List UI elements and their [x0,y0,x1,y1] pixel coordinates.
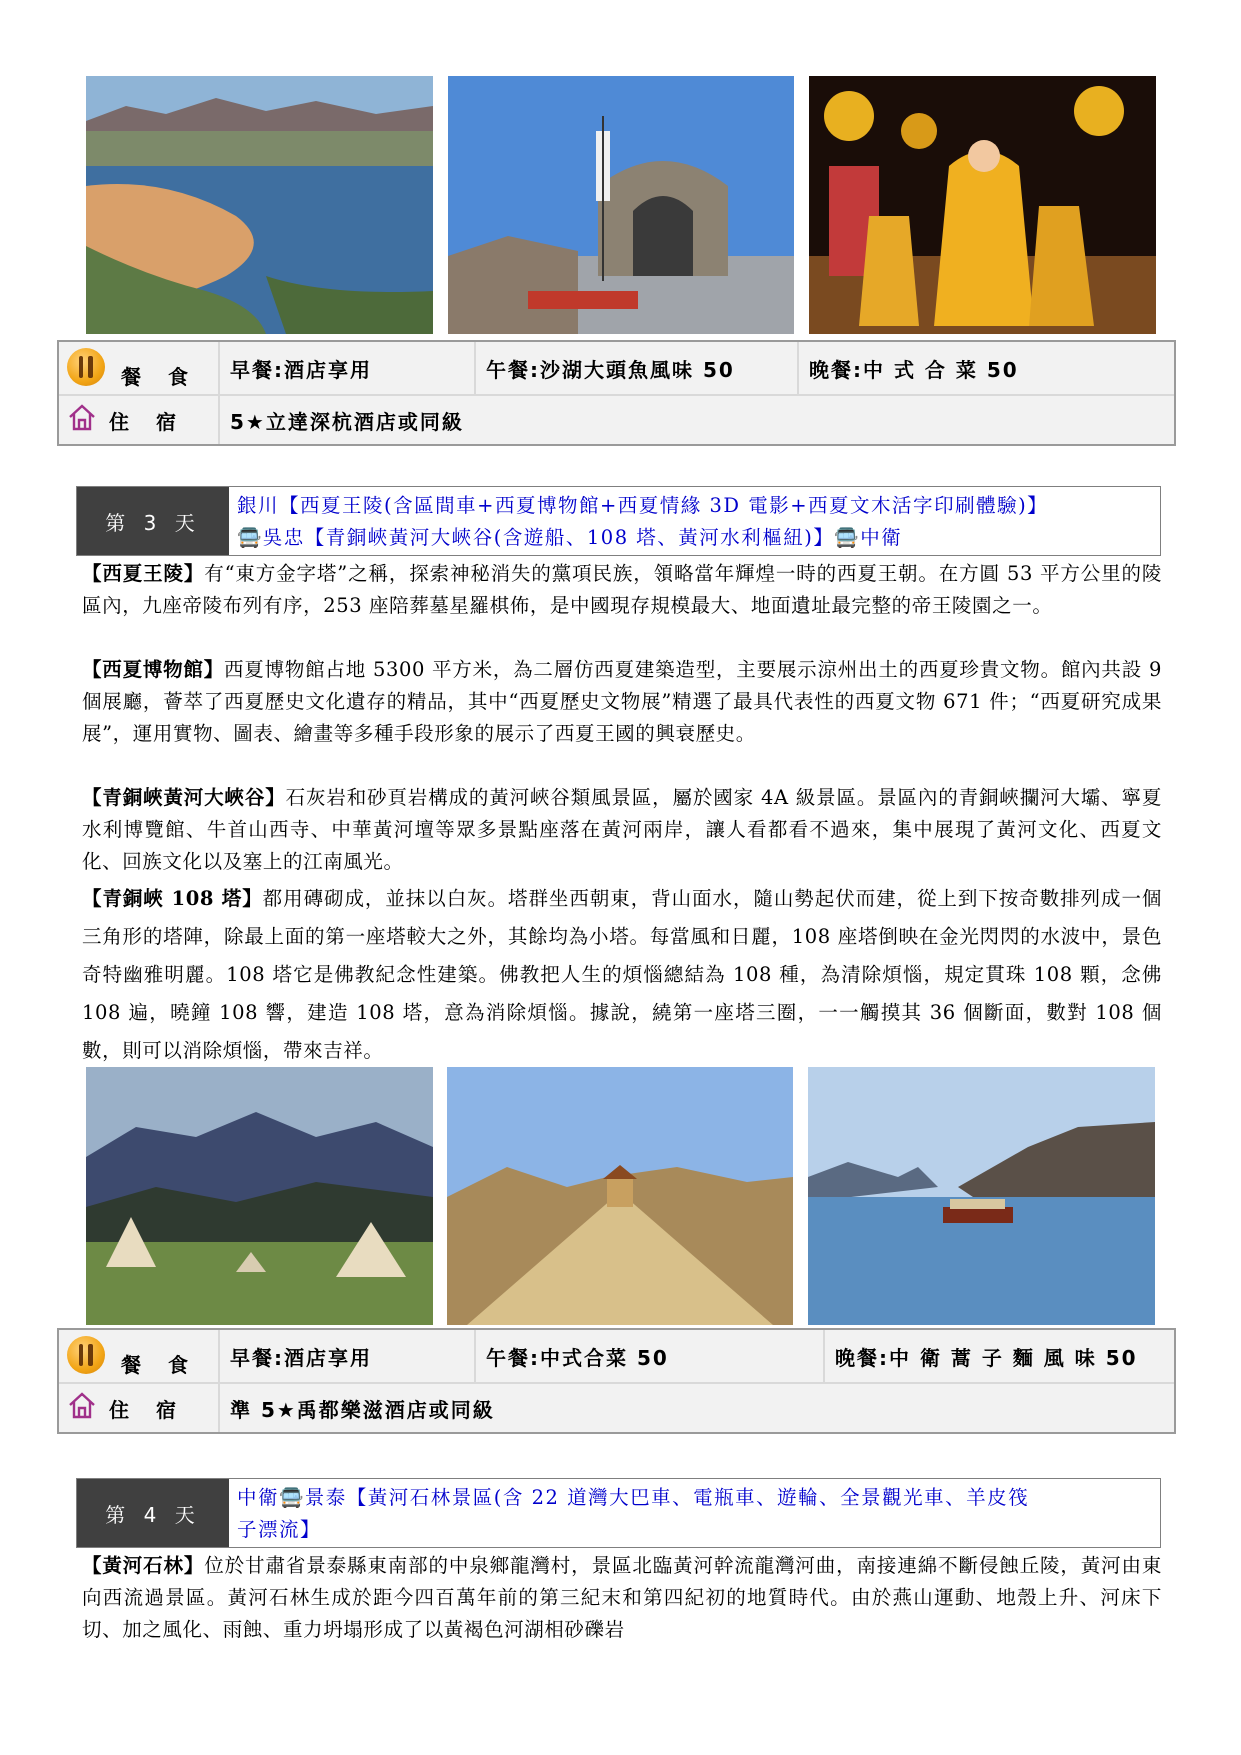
meal-label: 餐 食 [121,364,198,389]
paragraph-qingtongxia-canyon [82,782,1162,878]
meal-label-cell [59,342,218,394]
home-icon [67,402,97,432]
day-3-title [229,487,1160,555]
meal-row [59,1330,1174,1382]
paragraph-body: 西夏博物館占地 5300 平方米，為二層仿西夏建築造型，主要展示涼州出土的西夏珍貴文物。館內共設 9 個展廳，薈萃了西夏歷史文化遺存的精品，其中“西夏歷史文物展”精選了最具代表性的西夏文物 671 件；“西夏研究成果展”，運用實物、圖表、繪畫等多種手段形象的展示了西夏王國的興衰歷史。 [82,658,1162,745]
lunch-cell: 午餐:中式合菜 50 [476,1330,823,1382]
photo-108-pagodas [447,1067,793,1325]
photo-stone-arch-gate [448,76,794,334]
paragraph-heading: 【青銅峽黃河大峽谷】 [82,786,286,809]
meal-lodging-table-day2 [57,340,1176,446]
lodging-label-cell [59,396,218,444]
photo-desert-lake [86,76,433,334]
breakfast-cell: 早餐:酒店享用 [220,1330,474,1382]
meal-label: 餐 食 [121,1352,198,1377]
day-4-label: 第 4 天 [77,1479,229,1547]
day-4-title-line1: 中衛🚍景泰【黃河石林景區(含 22 道灣大巴車、電瓶車、遊輪、全景觀光車、羊皮筏 [237,1486,1030,1509]
photo-western-xia-tombs [86,1067,433,1325]
day-4-title [229,1479,1160,1547]
paragraph-heading: 【黃河石林】 [82,1554,205,1577]
paragraph-body: 石灰岩和砂頁岩構成的黃河峽谷類風景區，屬於國家 4A 級景區。景區內的青銅峽攔河大壩、寧夏水利博覽館、牛首山西寺、中華黃河壇等眾多景點座落在黃河兩岸，讓人看都看不過來，集中展現了黃河文化、西夏文化、回族文化以及塞上的江南風光。 [82,786,1162,873]
utensils-icon [67,1336,105,1374]
day-3-title-line2: 🚍吳忠【青銅峽黃河大峽谷(含遊船、108 塔、黃河水利樞紐)】🚍中衛 [237,526,903,549]
lodging-label: 住 宿 [109,1397,186,1422]
paragraph-xixia-tombs [82,558,1162,622]
day-3-header [76,486,1161,556]
day-3-title-line1: 銀川【西夏王陵(含區間車+西夏博物館+西夏情緣 3D 電影+西夏文木活字印刷體驗)】 [237,494,1049,517]
utensils-icon [67,348,105,386]
paragraph-heading: 【西夏王陵】 [82,562,205,585]
paragraph-heading: 【青銅峽 108 塔】 [82,887,263,910]
hotel-cell: 準 5★禹都樂滋酒店或同級 [220,1384,1174,1432]
day-4-header [76,1478,1161,1548]
lodging-label-cell [59,1384,218,1432]
meal-row [59,342,1174,394]
meal-lodging-table-day3 [57,1328,1176,1434]
day-3-label: 第 3 天 [77,487,229,555]
photo-yellow-river-boat [808,1067,1155,1325]
lodging-row [59,1384,1174,1432]
photo-dance-performance [809,76,1156,334]
lodging-row [59,396,1174,444]
meal-label-cell [59,1330,218,1382]
paragraph-body: 都用磚砌成，並抹以白灰。塔群坐西朝東，背山面水，隨山勢起伏而建，從上到下按奇數排列成一個三角形的塔陣，除最上面的第一座塔較大之外，其餘均為小塔。每當風和日麗，108 座塔倒映在金光閃閃的水波中，景色奇特幽雅明麗。108 塔它是佛教紀念性建築。佛教把人生的煩惱總結為 108 種，為清除煩惱，規定貫珠 108 顆，念佛 108 遍，曉鐘 108 響，建造 108 塔，意為消除煩惱。據說，繞第一座塔三圈，一一觸摸其 36 個斷面，數對 108 個數，則可以消除煩惱，帶來吉祥。 [82,887,1162,1062]
lunch-cell: 午餐:沙湖大頭魚風味 50 [476,342,797,394]
day-4-title-line2: 子漂流】 [237,1518,322,1541]
dinner-cell: 晚餐:中 衛 蒿 子 麵 風 味 50 [825,1330,1174,1382]
dinner-cell: 晚餐:中 式 合 菜 50 [799,342,1174,394]
home-icon [67,1390,97,1420]
paragraph-body: 位於甘肅省景泰縣東南部的中泉鄉龍灣村，景區北臨黃河幹流龍灣河曲，南接連綿不斷侵蝕丘陵，黃河由東向西流過景區。黃河石林生成於距今四百萬年前的第三紀末和第四紀初的地質時代。由於燕山運動、地殼上升、河床下切、加之風化、雨蝕、重力坍塌形成了以黃褐色河湖相砂礫岩 [82,1554,1162,1641]
paragraph-108-pagodas [82,880,1162,1070]
paragraph-heading: 【西夏博物館】 [82,658,224,681]
hotel-cell: 5★立達深杭酒店或同級 [220,396,1174,444]
paragraph-xixia-museum [82,654,1162,750]
breakfast-cell: 早餐:酒店享用 [220,342,474,394]
paragraph-body: 有“東方金字塔”之稱，探索神秘消失的黨項民族，領略當年輝煌一時的西夏王朝。在方圓 53 平方公里的陵區內，九座帝陵布列有序，253 座陪葬墓星羅棋佈，是中國現存規模最大、地面遺址最完整的帝王陵園之一。 [82,562,1162,617]
lodging-label: 住 宿 [109,409,186,434]
paragraph-yellow-river-stone-forest [82,1550,1162,1646]
